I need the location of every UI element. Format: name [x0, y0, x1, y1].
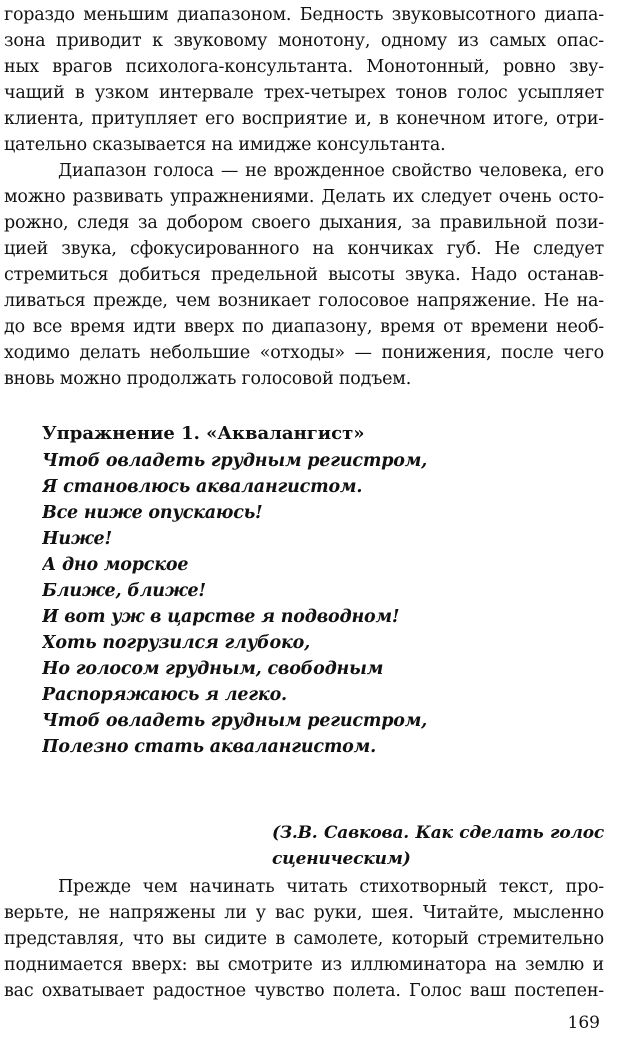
citation-line: сценическим) — [272, 849, 411, 869]
text-line: до все время идти вверх по диапазону, время от времени необ- — [4, 317, 604, 337]
text-line: Диапазон голоса — не врожденное свойство человека, его — [58, 161, 604, 181]
text-line: рожно, следя за добором своего дыхания, за правильной пози- — [4, 213, 604, 233]
citation-line: (З.В. Савкова. Как сделать голос — [272, 823, 604, 843]
text-line: гораздо меньшим диапазоном. Бедность звуковысотного диапа- — [4, 5, 604, 25]
poem-line: И вот уж в царстве я подводном! — [42, 607, 400, 627]
text-line: вас охватывает радостное чувство полета. Голос ваш постепен- — [4, 981, 604, 1001]
text-line: ных врагов психолога-консультанта. Монотонный, ровно зву- — [4, 57, 604, 77]
text-line: поднимается вверх: вы смотрите из иллюминатора на землю и — [4, 955, 604, 975]
poem-line: Чтоб овладеть грудным регистром, — [42, 711, 428, 731]
poem-line: Все ниже опускаюсь! — [42, 503, 263, 523]
page-number: 169 — [567, 1013, 600, 1033]
text-line: клиента, притупляет его восприятие и, в конечном итоге, отри- — [4, 109, 604, 129]
text-line: вновь можно продолжать голосовой подъем. — [4, 369, 412, 389]
poem-line: Ближе, ближе! — [42, 581, 206, 601]
poem-source-citation — [272, 820, 604, 872]
paragraph-reading-instructions — [4, 874, 604, 1004]
poem-line: Полезно стать аквалангистом. — [42, 737, 376, 757]
text-line: Прежде чем начинать читать стихотворный текст, про- — [58, 877, 604, 897]
poem-line: Чтоб овладеть грудным регистром, — [42, 451, 428, 471]
exercise-poem — [42, 448, 562, 760]
text-line: цательно сказывается на имидже консультанта. — [4, 135, 446, 155]
paragraph-voice-range — [4, 158, 604, 392]
poem-line: Но голосом грудным, свободным — [42, 659, 384, 679]
poem-line: Распоряжаюсь я легко. — [42, 685, 287, 705]
poem-line: Я становлюсь аквалангистом. — [42, 477, 363, 497]
poem-line: Хоть погрузился глубоко, — [42, 633, 310, 653]
text-line: зона приводит к звуковому монотону, одному из самых опас- — [4, 31, 604, 51]
text-line: чащий в узком интервале трех-четырех тонов голос усыпляет — [4, 83, 604, 103]
text-line: верьте, не напряжены ли у вас руки, шея. Читайте, мысленно — [4, 903, 604, 923]
poem-line: Ниже! — [42, 529, 112, 549]
text-line: стремиться добиться предельной высоты звука. Надо останав- — [4, 265, 604, 285]
text-line: ливаться прежде, чем возникает голосовое напряжение. Не на- — [4, 291, 604, 311]
text-line: можно развивать упражнениями. Делать их следует очень осто- — [4, 187, 604, 207]
text-line: представляя, что вы сидите в самолете, который стремительно — [4, 929, 604, 949]
text-line: цией звука, сфокусированного на кончиках губ. Не следует — [4, 239, 604, 259]
poem-line: А дно морское — [42, 555, 189, 575]
paragraph-range-poverty — [4, 2, 604, 158]
text-line: ходимо делать небольшие «отходы» — понижения, после чего — [4, 343, 604, 363]
exercise-title: Упражнение 1. «Аквалангист» — [42, 423, 365, 444]
